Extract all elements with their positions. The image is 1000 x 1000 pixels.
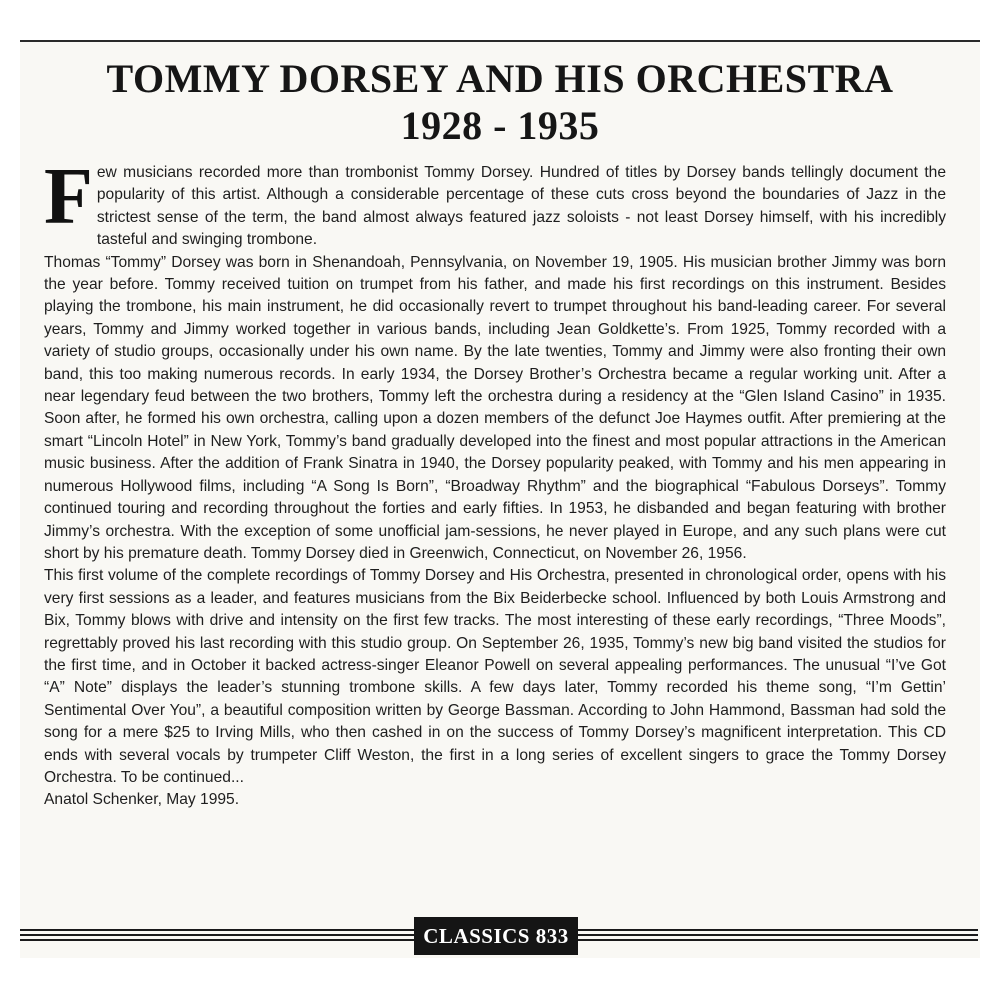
catalog-badge: CLASSICS 833 xyxy=(414,917,578,955)
paragraph-1-text: ew musicians recorded more than trombonist Tommy Dorsey. Hundred of titles by Dorsey bands tellingly document the popularity of this artist. Although a considerable percentage of these cuts cross beyond the boundaries of Jazz in the strictest sense of the term, the band almost always featured jazz soloists - not least Dorsey himself, with his incredibly tasteful and swinging trombone. xyxy=(96,164,946,249)
author-signature: Anatol Schenker, May 1995. xyxy=(44,791,240,809)
paragraph-1 xyxy=(44,153,946,252)
title-line-1: TOMMY DORSEY AND HIS ORCHESTRA xyxy=(106,56,894,101)
paragraph-2: Thomas “Tommy” Dorsey was born in Shenandoah, Pennsylvania, on November 19, 1905. His musician brother Jimmy was born the year before. Tommy received tuition on trumpet from his father, and made his first recordings on this instrument. Besides playing the trombone, his main instrument, he did occasionally revert to trumpet throughout his band-leading career. For several years, Tommy and Jimmy worked together in various bands, including Jean Goldkette’s. From 1925, Tommy recorded with a variety of studio groups, occasionally under his own name. By the late twenties, Tommy and Jimmy were also fronting their own band, this too making numerous records. In early 1934, the Dorsey Brother’s Orchestra became a regular working unit. After a near legendary feud between the two brothers, Tommy left the orchestra during a residency at the “Glen Island Casino” in 1935. Soon after, he formed his own orchestra, calling upon a dozen members of the defunct Joe Haymes outfit. After premiering at the smart “Lincoln Hotel” in New York, Tommy’s band gradually developed into the finest and most popular attractions in the American music business. After the addition of Frank Sinatra in 1940, the Dorsey popularity peaked, with Tommy and his men appearing in numerous Hollywood films, including “A Song Is Born”, “Broadway Rhythm” and the biographical “Fabulous Dorseys”. Tommy continued touring and recording throughout the forties and early fifties. In 1953, he disbanded and began featuring with brother Jimmy’s orchestra. With the exception of some unofficial jam-sessions, he never played in Europe, and any such plans were cut short by his premature death. Tommy Dorsey died in Greenwich, Connecticut, on November 26, 1956. xyxy=(44,253,946,562)
top-rule xyxy=(20,40,980,42)
drop-cap: F xyxy=(44,153,93,241)
title-line-2: 1928 - 1935 xyxy=(400,103,600,148)
article-body xyxy=(44,153,946,812)
paragraph-3: This first volume of the complete recordings of Tommy Dorsey and His Orchestra, presented in chronological order, opens with his very first sessions as a leader, and features musicians from the Bix Beiderbecke school. Influenced by both Louis Armstrong and Bix, Tommy blows with drive and intensity on the first few tracks. The most interesting of these early recordings, “Three Moods”, regrettably proved his last recording with this studio group. On September 26, 1935, Tommy’s new big band visited the studios for the first time, and in October it backed actress-singer Eleanor Powell on several appealing performances. The unusual “I’ve Got “A” Note” displays the leader’s stunning trombone skills. A few days later, Tommy recorded his theme song, “I’m Gettin’ Sentimental Over You”, a beautiful composition written by George Bassman. According to John Hammond, Bassman had sold the song for a mere $25 to Irving Mills, who then cashed in on the success of Tommy Dorsey’s magnificent interpretation. This CD ends with several vocals by trumpeter Cliff Weston, the first in a long series of excellent singers to grace the Tommy Dorsey Orchestra. To be continued... xyxy=(44,567,946,786)
